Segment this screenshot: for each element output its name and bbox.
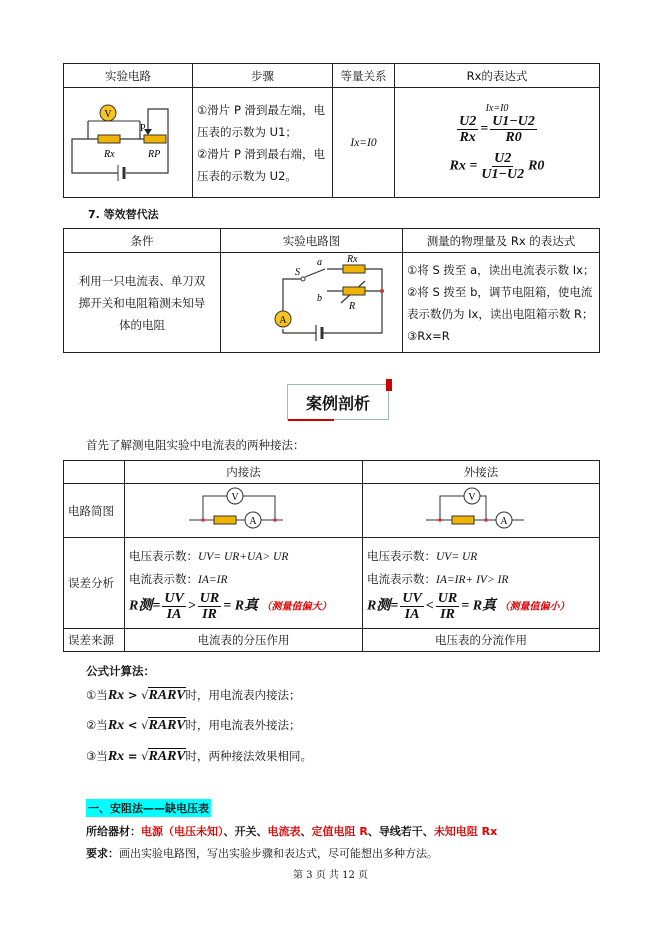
svg-text:A: A [248, 516, 257, 527]
header-cell [64, 461, 125, 484]
banner-underline [288, 419, 334, 421]
inner-error-cell: 电压表示数：UV= UR+UA> UR 电流表示数：IA=IR R测= $\frac{UV}{IA}$ > $\frac{UR}{IR}$ = R真 （测量值偏大） [125, 538, 363, 629]
header-cell: 外接法 [363, 461, 600, 484]
formula: R测= $\frac{UV}{IA}$ < $\frac{UR}{IR}$ = R真 （测量值偏小） [367, 590, 570, 622]
table-half-bias [63, 63, 600, 198]
circuit-cell [221, 253, 403, 353]
steps-cell [403, 253, 600, 353]
relation-cell: Ix=I0 [333, 88, 395, 198]
svg-text:A: A [278, 315, 287, 326]
step-text: ③Rx=R [407, 328, 450, 343]
formula: Rx = $\frac{U2}{U1-U2}$ R0 [449, 151, 545, 182]
header-cell: 步骤 [193, 64, 333, 88]
outer-error-cell: 电压表示数：UV= UR 电流表示数：IA=IR+ IV> IR R测= $\frac{UV}{IA}$ < $\frac{UR}{IR}$ = R真 （测量值偏小） [363, 538, 600, 629]
formula: $\frac{U2}{Rx}$ = $\frac{U1-U2}{R0}$ [459, 114, 535, 145]
intro-text: 首先了解测电阻实验中电流表的两种接法： [86, 438, 305, 452]
svg-text:R: R [348, 301, 355, 312]
svg-text:P: P [140, 123, 146, 134]
inner-circuit-diagram [189, 484, 299, 534]
svg-text:V: V [230, 492, 239, 503]
outer-source: 电压表的分流作用 [363, 629, 600, 652]
step-text: ②滑片 P 滑到最右端，电压表的示数为 U2。 [197, 146, 326, 183]
svg-text:b: b [316, 293, 322, 304]
svg-text:Rx: Rx [104, 149, 115, 160]
svg-text:a: a [316, 257, 322, 268]
svg-text:S: S [294, 267, 300, 278]
banner-title: 案例剖析 [305, 394, 370, 413]
table-substitution [63, 228, 600, 353]
section-title: 7. 等效替代法 [88, 208, 159, 221]
steps-cell [193, 88, 333, 198]
header-cell: 条件 [64, 229, 221, 253]
formula-title: 公式计算法： [86, 664, 155, 678]
header-cell: 实验电路 [64, 64, 193, 88]
condition-cell: 利用一只电流表、单刀双掷开关和电阻箱测未知导体的电阻 [64, 253, 221, 353]
section-heading: 一、安阻法——缺电压表 [86, 799, 211, 817]
svg-text:RP: RP [148, 149, 161, 160]
requirement-line: 要求：画出实验电路图，写出实验步骤和表达式，尽可能想出多种方法。 [86, 847, 438, 860]
header-cell: 内接法 [125, 461, 363, 484]
expr-line: Ix=I0 [485, 103, 509, 114]
step-text: ②将 S 拨至 b，调节电阻箱，使电流表示数仍为 Ix，读出电阻箱示数 R； [407, 284, 594, 321]
header-cell: 实验电路图 [221, 229, 403, 253]
svg-text:V: V [468, 492, 476, 503]
outer-circuit-diagram [426, 484, 536, 534]
svg-text:Rx: Rx [346, 254, 358, 265]
step-text: ①将 S 拨至 a，读出电流表示数 Ix； [407, 262, 595, 277]
header-cell: 等量关系 [333, 64, 395, 88]
inner-source: 电流表的分压作用 [125, 629, 363, 652]
header-cell: Rx的表达式 [395, 64, 600, 88]
row-label: 误差来源 [64, 629, 125, 652]
formula-item: ③当Rx = √RARV时，两种接法效果相同。 [86, 749, 313, 764]
circuit-diagram [68, 91, 188, 191]
circuit-cell [64, 88, 193, 198]
section-banner [287, 384, 389, 420]
formula: R测= $\frac{UV}{IA}$ > $\frac{UR}{IR}$ = R真 （测量值偏大） [129, 590, 332, 622]
svg-text:A: A [500, 516, 508, 527]
formula-item: ①当Rx > √RARV时，用电流表内接法； [86, 688, 301, 703]
materials-line: 所给器材：电源（电压未知）、开关、电流表、定值电阻 R、导线若干、未知电阻 Rx [86, 825, 498, 838]
circuit-diagram [237, 253, 387, 349]
banner-accent [386, 379, 392, 391]
table-ammeter-methods [63, 460, 600, 652]
svg-text:V: V [104, 109, 112, 120]
page-footer: 第 3 页 共 12 页 [293, 870, 368, 881]
formula-item: ②当Rx < √RARV时，用电流表外接法； [86, 718, 301, 733]
inner-circuit-cell [125, 484, 363, 538]
expression-cell [395, 88, 600, 198]
outer-circuit-cell [363, 484, 600, 538]
row-label: 电路简图 [64, 484, 125, 538]
header-cell: 测量的物理量及 Rx 的表达式 [403, 229, 600, 253]
row-label: 误差分析 [64, 538, 125, 629]
step-text: ①滑片 P 滑到最左端，电压表的示数为 U1； [197, 102, 326, 139]
